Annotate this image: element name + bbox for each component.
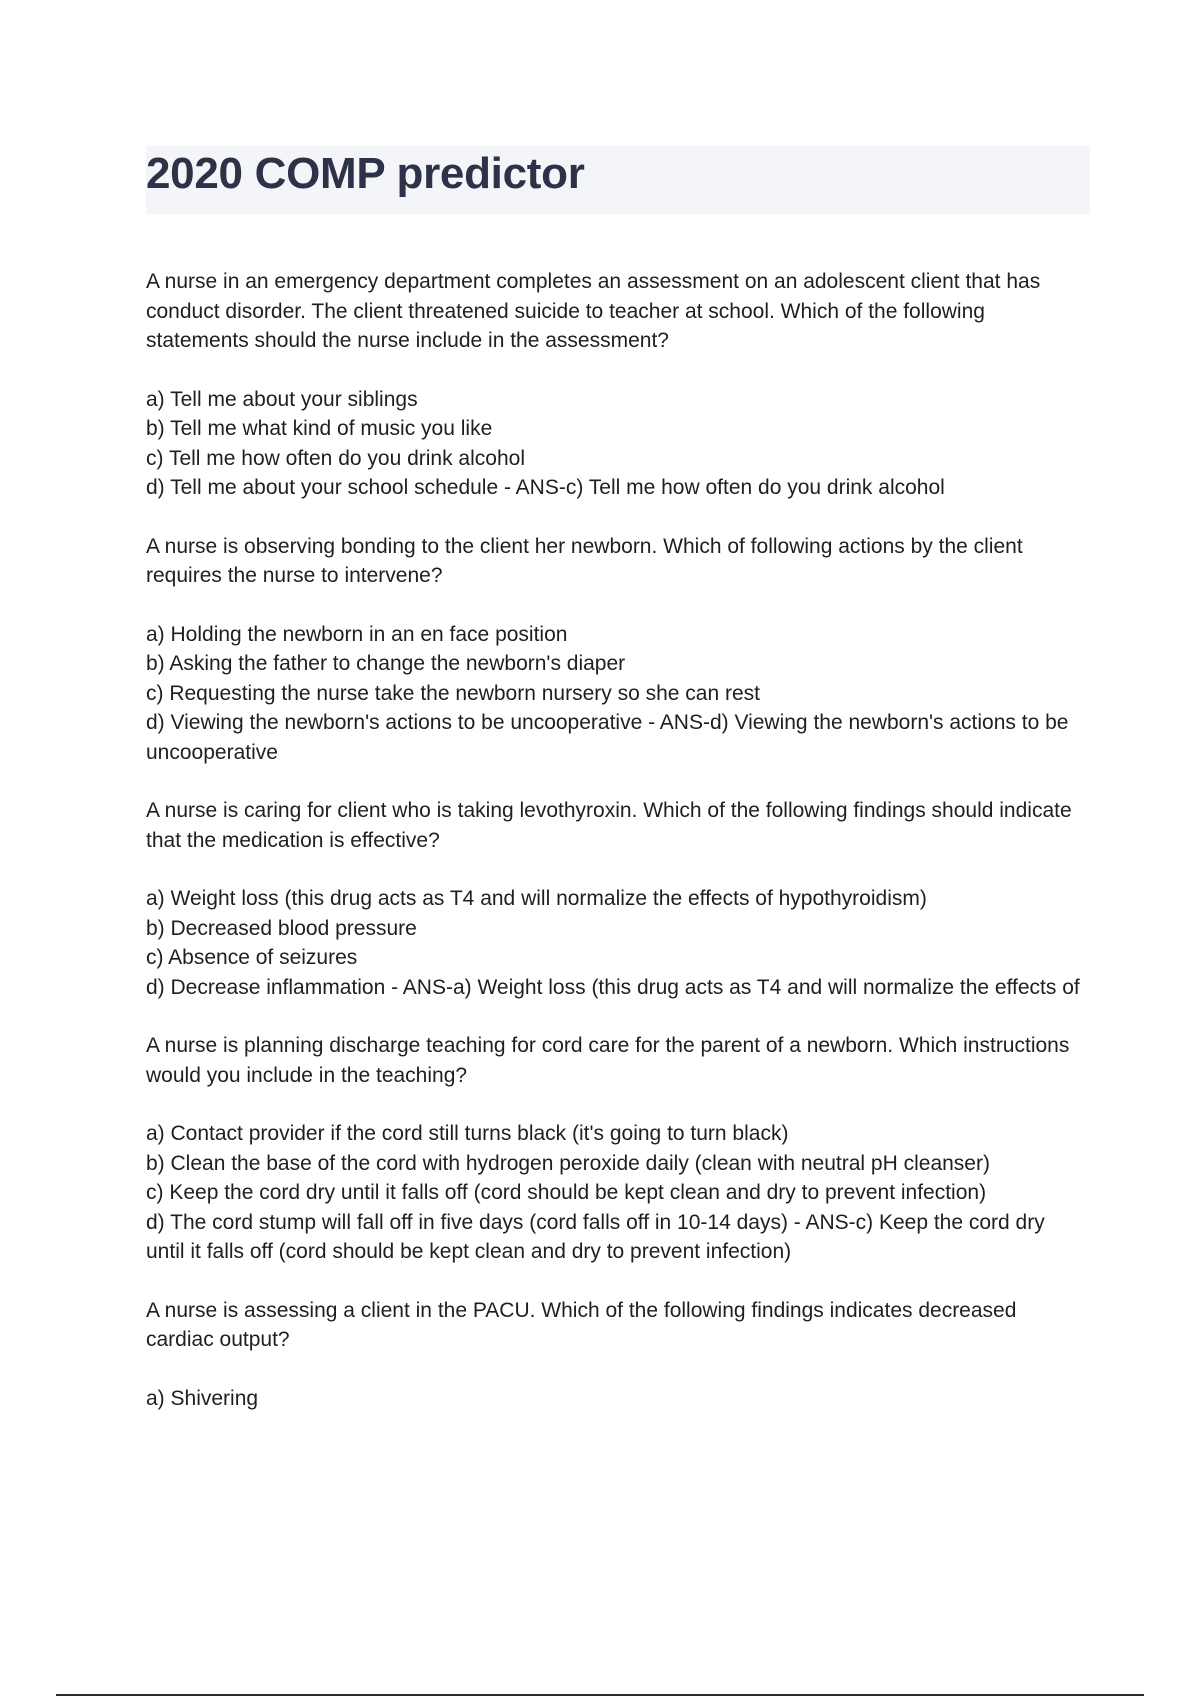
answer-option: c) Requesting the nurse take the newborn nursery so she can rest — [146, 681, 761, 705]
answer-option: a) Weight loss (this drug acts as T4 and will normalize the effects of hypothyroidism) — [146, 887, 927, 910]
answer-option: b) Clean the base of the cord with hydrogen peroxide daily (clean with neutral pH cleanser) — [146, 1151, 990, 1175]
answer-option: b) Tell me what kind of music you like — [146, 417, 493, 440]
option-list — [146, 620, 1086, 768]
answer-option: d) Tell me about your school schedule - ANS-c) Tell me how often do you drink alcohol — [146, 476, 945, 499]
answer-option: a) Holding the newborn in an en face position — [146, 622, 568, 646]
question-block — [146, 796, 1086, 1002]
question-stem: A nurse is assessing a client in the PACU. Which of the following findings indicates decreased cardiac output? — [146, 1298, 1017, 1351]
answer-option: c) Keep the cord dry until it falls off (cord should be kept clean and dry to prevent infection) — [146, 1181, 987, 1204]
answer-option: c) Absence of seizures — [146, 946, 358, 969]
question-block — [146, 1031, 1086, 1267]
option-list — [146, 1119, 1086, 1267]
question-block — [146, 267, 1086, 503]
answer-option: a) Contact provider if the cord still turns black (it's going to turn black) — [146, 1122, 789, 1145]
answer-option: d) Decrease inflammation - ANS-a) Weight loss (this drug acts as T4 and will normalize the effects of — [146, 975, 1080, 999]
answer-option: b) Asking the father to change the newborn's diaper — [146, 652, 626, 675]
option-list — [146, 1384, 1086, 1414]
answer-option: a) Tell me about your siblings — [146, 387, 418, 411]
page-title: 2020 COMP predictor — [146, 149, 585, 198]
question-stem: A nurse is planning discharge teaching for cord care for the parent of a newborn. Which instructions would you include in the teaching? — [146, 1034, 1070, 1087]
answer-option: a) Shivering — [146, 1386, 259, 1410]
answer-option: d) Viewing the newborn's actions to be uncooperative - ANS-d) Viewing the newborn's actions to be uncooperative — [146, 711, 1069, 764]
question-block — [146, 532, 1086, 768]
document-body — [146, 267, 1086, 1442]
question-block — [146, 1296, 1086, 1414]
question-stem: A nurse in an emergency department completes an assessment on an adolescent client that has conduct disorder. The client threatened suicide to teacher at school. Which of the following statements should the nurse include in the assessment? — [146, 270, 1041, 352]
question-stem: A nurse is caring for client who is taking levothyroxin. Which of the following findings should indicate that the medication is effective? — [146, 799, 1072, 852]
answer-option: d) The cord stump will fall off in five days (cord falls off in 10-14 days) - ANS-c) Keep the cord dry until it falls off (cord should be kept clean and dry to prevent infection) — [146, 1210, 1045, 1263]
option-list — [146, 884, 1086, 1002]
option-list — [146, 385, 1086, 503]
question-stem: A nurse is observing bonding to the client her newborn. Which of following actions by the client requires the nurse to intervene? — [146, 534, 1023, 587]
answer-option: c) Tell me how often do you drink alcohol — [146, 446, 525, 470]
footer-divider — [56, 1694, 1144, 1696]
answer-option: b) Decreased blood pressure — [146, 916, 417, 940]
